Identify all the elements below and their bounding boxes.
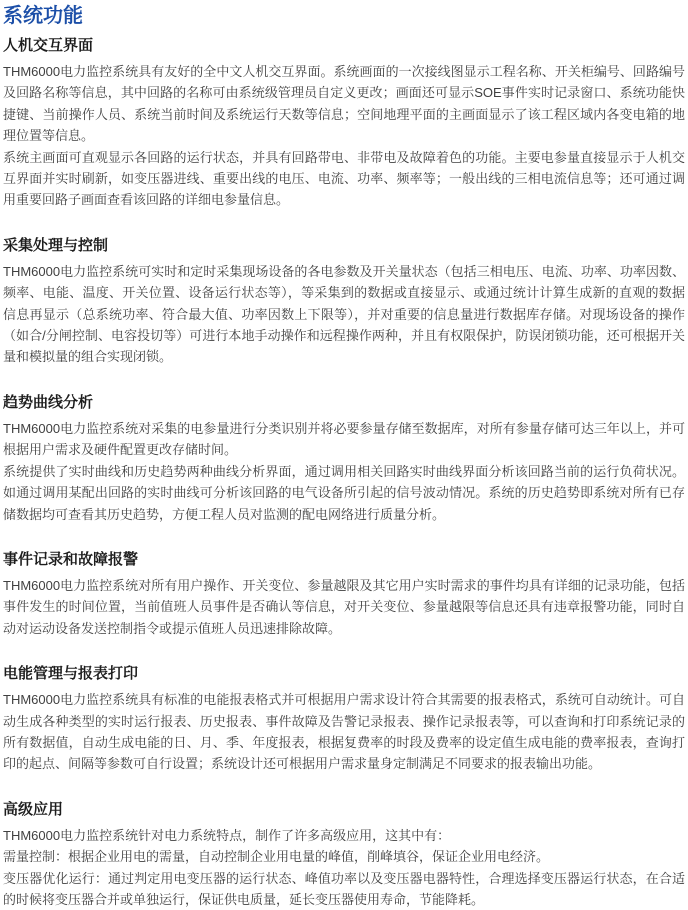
section-trend-curve-analysis	[3, 394, 685, 525]
section-human-machine-interface	[3, 37, 685, 211]
section-heading: 电能管理与报表打印	[3, 665, 139, 683]
section-heading: 趋势曲线分析	[3, 393, 94, 411]
section-energy-management-and-reports	[3, 665, 685, 775]
page-title: 系统功能	[3, 5, 83, 27]
section-paragraph: THM6000电力监控系统可实时和定时采集现场设备的各电参数及开关量状态（包括三相电压、电流、功率、功率因数、频率、电能、温度、开关位置、设备运行状态等），等采集到的数据或直接显示、或通过统计计算生成新的直观的数据信息再显示（总系统功率、符合最大值、功率因数上下限等），并对重要的信息量进行数据库存储。对现场设备的操作（如合/分闸控制、电容投切等）可进行本地手动操作和远程操作两种，并且有权限保护，防误闭锁功能，还可根据开关量和模拟量的组合实现闭锁。	[3, 263, 685, 365]
section-heading: 人机交互界面	[3, 37, 94, 54]
section-paragraph: THM6000电力监控系统具有标准的电能报表格式并可根据用户需求设计符合其需要的报表格式，系统可自动统计。可自动生成各种类型的实时运行报表、历史报表、事件故障及告警记录报表、操作记录报表等，可以查询和打印系统记录的所有数据值，自动生成电能的日、月、季、年度报表，根据复费率的时段及费率的设定值生成电能的费率报表，查询打印的起点、间隔等参数可自行设置；系统设计还可根据用户需求量身定制满足不同要求的报表输出功能。	[3, 692, 685, 772]
section-acquisition-and-control	[3, 237, 685, 368]
section-heading: 事件记录和故障报警	[3, 550, 139, 568]
section-paragraph: 变压器优化运行：通过判定用电变压器的运行状态、峰值功率以及变压器电器特性，合理选择变压器运行状态，在合适的时候将变压器合并或单独运行，保证供电质量，延长变压器使用寿命，节能降耗。	[3, 870, 685, 907]
section-paragraph: THM6000电力监控系统针对电力系统特点，制作了许多高级应用，这其中有：	[3, 827, 451, 843]
section-heading: 采集处理与控制	[3, 236, 109, 254]
section-paragraph: 系统提供了实时曲线和历史趋势两种曲线分析界面，通过调用相关回路实时曲线界面分析该回路当前的运行负荷状况。如通过调用某配出回路的实时曲线可分析该回路的电气设备所引起的信号波动情况。系统的历史趋势即系统对所有已存储数据均可查看其历史趋势，方便工程人员对监测的配电网络进行质量分析。	[3, 463, 685, 522]
section-paragraph: 系统主画面可直观显示各回路的运行状态，并具有回路带电、非带电及故障着色的功能。主要电参量直接显示于人机交互界面并实时刷新，如变压器进线、重要出线的电压、电流、功率、频率等；一般出线的三相电流信息等；还可通过调用重要回路子画面查看该回路的详细电参量信息。	[3, 149, 685, 208]
section-paragraph: THM6000电力监控系统对采集的电参量进行分类识别并将必要参量存储至数据库，对所有参量存储可达三年以上，并可根据用户需求及硬件配置更改存储时间。	[3, 420, 685, 458]
section-heading: 高级应用	[3, 800, 64, 818]
section-paragraph: THM6000电力监控系统对所有用户操作、开关变位、参量越限及其它用户实时需求的事件均具有详细的记录功能，包括事件发生的时间位置，当前值班人员事件是否确认等信息，对开关变位、参量越限等信息还具有违章报警功能，同时自动对运动设备发送控制指令或提示值班人员迅速排除故障。	[3, 577, 685, 636]
section-paragraph: THM6000电力监控系统具有友好的全中文人机交互界面。系统画面的一次接线图显示工程名称、开关柜编号、回路编号及回路名称等信息，其中回路的名称可由系统级管理员自定义更改；画面还可显示SOE事件实时记录窗口、系统功能快捷键、当前操作人员、系统当前时间及系统运行天数等信息；空间地理平面的主画面显示了该工程区域内各变电箱的地理位置等信息。	[3, 64, 685, 144]
section-event-record-and-alarm	[3, 551, 685, 639]
section-advanced-applications	[3, 801, 685, 910]
section-paragraph: 需量控制：根据企业用电的需量，自动控制企业用电量的峰值，削峰填谷，保证企业用电经济。	[3, 849, 550, 865]
